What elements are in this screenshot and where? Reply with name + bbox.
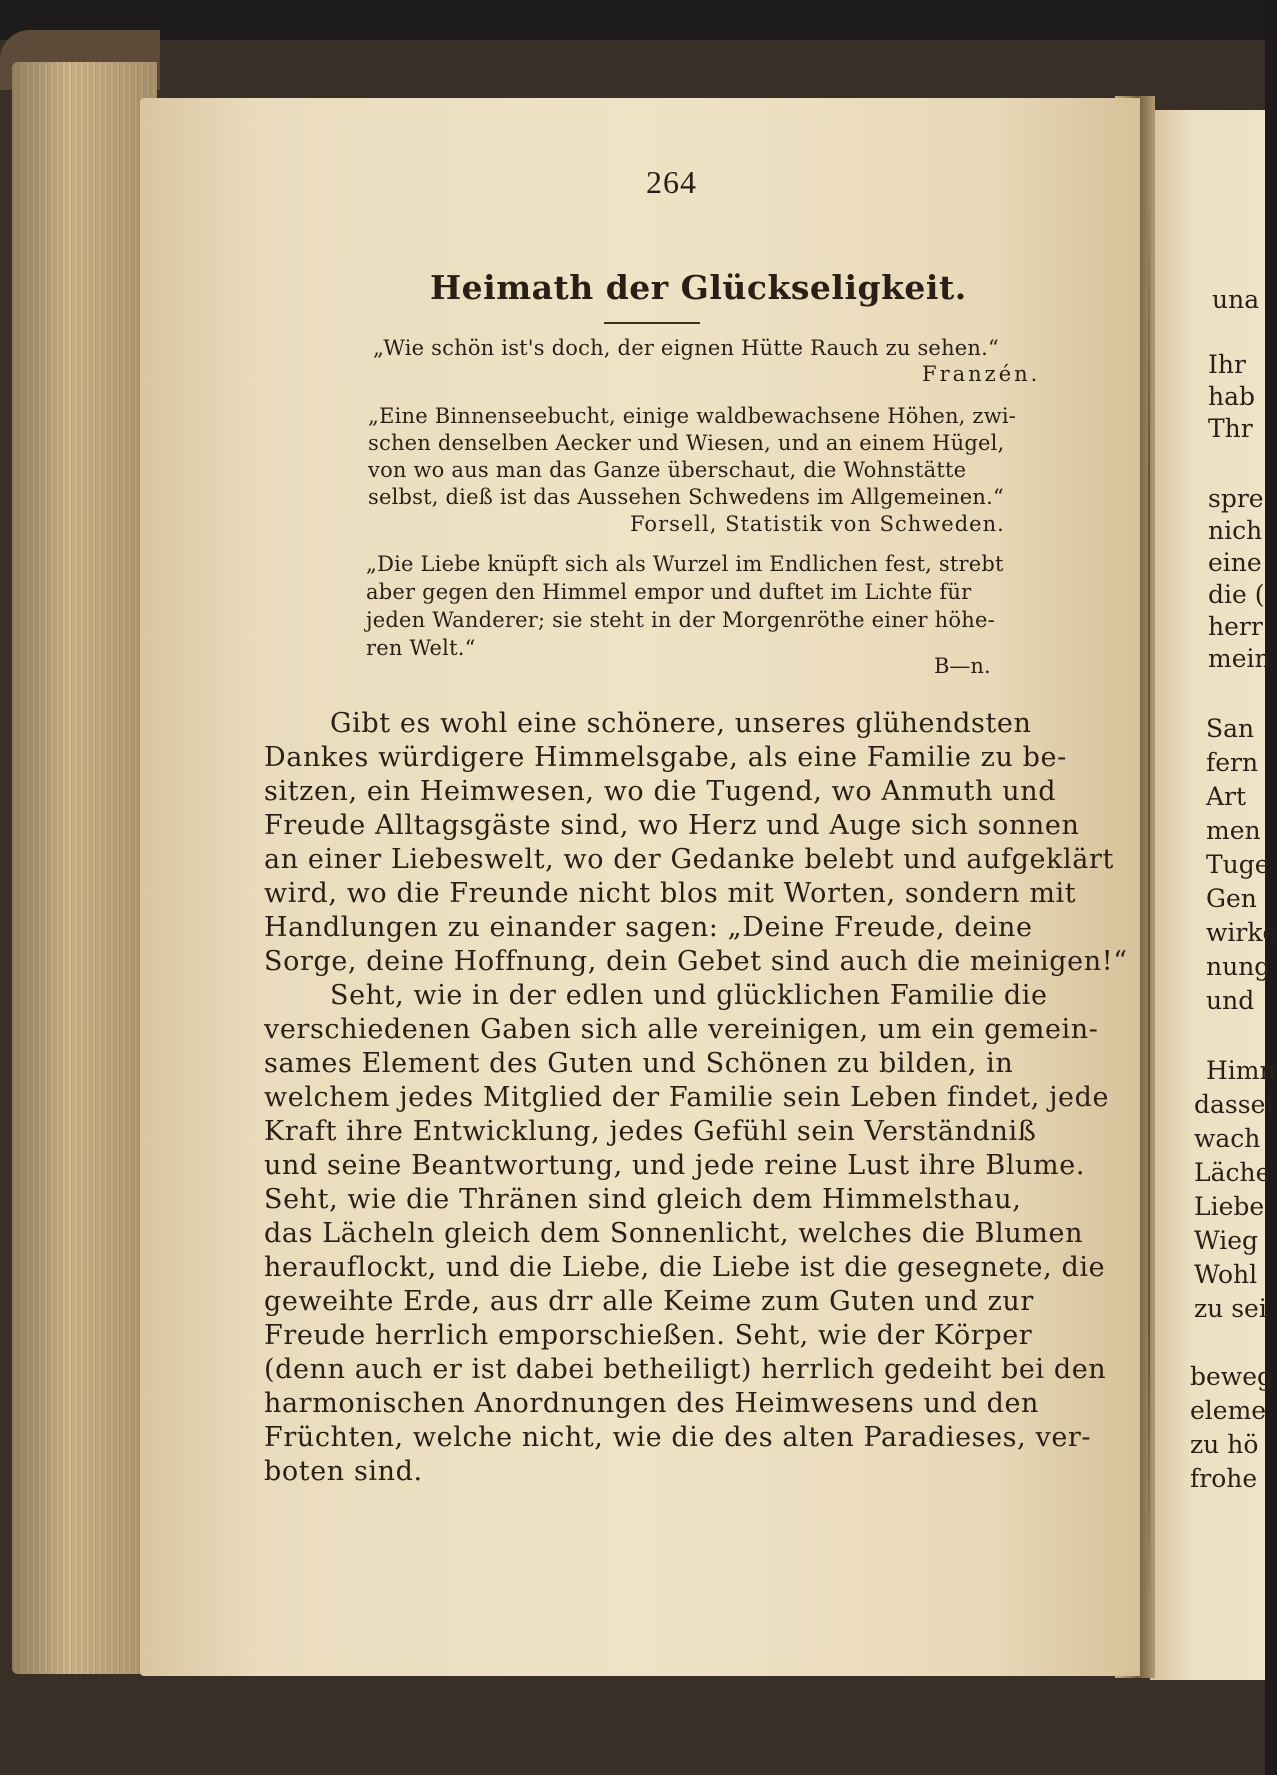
right-page-fragment: Läche: [1194, 1158, 1271, 1187]
body-line: Kraft ihre Entwicklung, jedes Gefühl sein Verständniß: [264, 1116, 1037, 1147]
epigraph-2-line: selbst, dieß ist das Aussehen Schwedens im Allgemeinen.“: [368, 485, 1004, 509]
body-line: Seht, wie die Thränen sind gleich dem Himmelsthau,: [264, 1184, 1022, 1215]
right-page-fragment: eine: [1208, 548, 1262, 577]
epigraph-2-line: schen denselben Aecker und Wiesen, und an einem Hügel,: [368, 431, 1005, 455]
right-page-fragment: wach: [1194, 1124, 1261, 1153]
right-page-fragment: zu hö: [1190, 1430, 1259, 1459]
body-line: Handlungen zu einander sagen: „Deine Freude, deine: [264, 912, 1033, 943]
right-page-fragment: men: [1206, 816, 1261, 845]
right-page-fragment: eleme: [1190, 1396, 1267, 1425]
epigraph-2-line: „Eine Binnenseebucht, einige waldbewachsene Höhen, zwi-: [368, 404, 1017, 428]
body-line: an einer Liebeswelt, wo der Gedanke belebt und aufgeklärt: [264, 844, 1114, 875]
epigraph-1-line: „Wie schön ist's doch, der eignen Hütte Rauch zu sehen.“: [373, 336, 999, 360]
binding-thread: [1148, 200, 1150, 1600]
body-line: geweihte Erde, aus drr alle Keime zum Guten und zur: [264, 1286, 1034, 1317]
epigraph-3-line: „Die Liebe knüpft sich als Wurzel im Endlichen fest, strebt: [366, 552, 1004, 576]
epigraph-3-line: ren Welt.“: [366, 636, 476, 660]
body-line: sitzen, ein Heimwesen, wo die Tugend, wo Anmuth und: [264, 776, 1057, 807]
body-line: das Lächeln gleich dem Sonnenlicht, welches die Blumen: [264, 1218, 1084, 1249]
body-line: und seine Beantwortung, und jede reine Lust ihre Blume.: [264, 1150, 1086, 1181]
page-edges-shadow: [12, 62, 157, 1674]
body-line: wird, wo die Freunde nicht blos mit Worten, sondern mit: [264, 878, 1077, 909]
right-page-fragment: Himn: [1206, 1056, 1276, 1085]
epigraph-1-attribution: Franzén.: [922, 362, 1041, 386]
right-page-fragment: San: [1206, 714, 1255, 743]
body-line: Sorge, deine Hoffnung, dein Gebet sind auch die meinigen!“: [264, 946, 1128, 977]
right-page-fragment: zu sei: [1194, 1294, 1267, 1323]
right-page-fragment: Wieg: [1194, 1226, 1259, 1255]
right-page-fragment: Gen: [1206, 884, 1257, 913]
right-page-fragment: fern: [1206, 748, 1259, 777]
epigraph-3-line: aber gegen den Himmel empor und duftet im Lichte für: [366, 580, 972, 604]
right-page-fragment: mein: [1208, 644, 1271, 673]
right-page-fragment: herr: [1208, 612, 1263, 641]
right-page-fragment: Wohl: [1194, 1260, 1258, 1289]
right-page-fragment: nung: [1206, 952, 1271, 981]
body-line: Seht, wie in der edlen und glücklichen Familie die: [330, 980, 1048, 1011]
right-page-fragment: hab: [1208, 382, 1256, 411]
right-page-fragment: nich: [1208, 516, 1263, 545]
epigraph-3-line: jeden Wanderer; sie steht in der Morgenröthe einer höhe-: [366, 608, 995, 632]
body-line: Freude herrlich emporschießen. Seht, wie der Körper: [264, 1320, 1033, 1351]
right-page-fragment: frohe: [1190, 1464, 1258, 1493]
right-page-fragment: una: [1212, 285, 1260, 314]
right-page-fragment: Art: [1206, 782, 1247, 811]
epigraph-3-attribution: B—n.: [934, 654, 991, 678]
page-number: 264: [646, 164, 697, 200]
body-line: Dankes würdigere Himmelsgabe, als eine Familie zu be-: [264, 742, 1067, 773]
body-line: Freude Alltagsgäste sind, wo Herz und Auge sich sonnen: [264, 810, 1080, 841]
title-rule: [604, 322, 700, 324]
right-page-fragment: die (: [1208, 580, 1265, 609]
right-page-fragment: Liebe: [1194, 1192, 1265, 1221]
right-page-fragment: beweg: [1190, 1362, 1273, 1391]
body-line: Gibt es wohl eine schönere, unseres glühendsten: [330, 708, 1032, 739]
chapter-title: Heimath der Glückseligkeit.: [430, 268, 967, 307]
body-line: herauflockt, und die Liebe, die Liebe ist die gesegnete, die: [264, 1252, 1106, 1283]
right-page-fragment: wirke: [1206, 918, 1277, 947]
body-line: boten sind.: [264, 1456, 423, 1487]
body-line: harmonischen Anordnungen des Heimwesens und den: [264, 1388, 1040, 1419]
body-line: sames Element des Guten und Schönen zu bilden, in: [264, 1048, 1014, 1079]
epigraph-2-line: von wo aus man das Ganze überschaut, die Wohnstätte: [368, 458, 967, 482]
body-line: (denn auch er ist dabei betheiligt) herrlich gedeiht bei den: [264, 1354, 1107, 1385]
right-page-fragment: dassel: [1194, 1090, 1274, 1119]
body-line: welchem jedes Mitglied der Familie sein Leben findet, jede: [264, 1082, 1110, 1113]
right-page-fragment: spre: [1208, 484, 1264, 513]
body-line: Früchten, welche nicht, wie die des alten Paradieses, ver-: [264, 1422, 1092, 1453]
body-line: verschiedenen Gaben sich alle vereinigen, um ein gemein-: [264, 1014, 1099, 1045]
right-page-fragment: Tuge: [1206, 850, 1270, 879]
right-page-fragment: Ihr: [1208, 350, 1246, 379]
epigraph-2-attribution: Forsell, Statistik von Schweden.: [630, 512, 1005, 536]
right-page-fragment: und: [1206, 986, 1255, 1015]
right-page-fragment: Thr: [1208, 414, 1253, 443]
